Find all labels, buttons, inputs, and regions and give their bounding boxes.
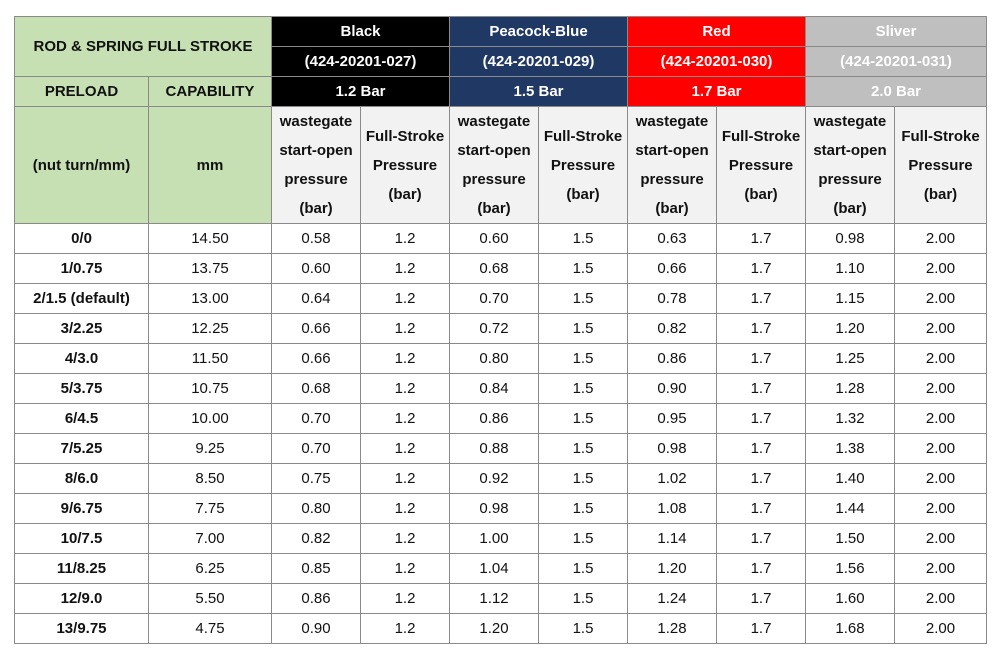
pressure-cell: 1.5 bbox=[539, 404, 628, 434]
pressure-cell: 0.60 bbox=[272, 254, 361, 284]
pressure-cell: 1.15 bbox=[806, 284, 895, 314]
pressure-cell: 1.7 bbox=[717, 344, 806, 374]
table-title: ROD & SPRING FULL STROKE bbox=[15, 17, 272, 77]
pressure-cell: 2.00 bbox=[895, 434, 987, 464]
pressure-cell: 2.00 bbox=[895, 404, 987, 434]
table-row bbox=[15, 584, 987, 614]
preload-cell: 8/6.0 bbox=[15, 464, 149, 494]
table-row bbox=[15, 284, 987, 314]
pressure-cell: 2.00 bbox=[895, 494, 987, 524]
pressure-cell: 1.7 bbox=[717, 464, 806, 494]
pressure-cell: 1.20 bbox=[806, 314, 895, 344]
preload-header: PRELOAD bbox=[15, 77, 149, 107]
pressure-cell: 1.7 bbox=[717, 614, 806, 644]
pressure-cell: 2.00 bbox=[895, 614, 987, 644]
spring-name-sliver: Sliver bbox=[806, 17, 987, 47]
table-row bbox=[15, 554, 987, 584]
pressure-cell: 2.00 bbox=[895, 464, 987, 494]
pressure-cell: 1.7 bbox=[717, 314, 806, 344]
pressure-cell: 0.70 bbox=[272, 434, 361, 464]
pressure-cell: 1.28 bbox=[628, 614, 717, 644]
pressure-cell: 1.5 bbox=[539, 224, 628, 254]
pressure-cell: 0.68 bbox=[272, 374, 361, 404]
pressure-cell: 1.20 bbox=[450, 614, 539, 644]
pressure-cell: 1.00 bbox=[450, 524, 539, 554]
full-stroke-pressure-header-sliver: Full-Stroke Pressure (bar) bbox=[895, 107, 987, 224]
capability-cell: 11.50 bbox=[149, 344, 272, 374]
pressure-cell: 1.5 bbox=[539, 464, 628, 494]
pressure-cell: 0.75 bbox=[272, 464, 361, 494]
pressure-cell: 1.7 bbox=[717, 374, 806, 404]
preload-cell: 2/1.5 (default) bbox=[15, 284, 149, 314]
pressure-cell: 1.7 bbox=[717, 224, 806, 254]
capability-cell: 10.75 bbox=[149, 374, 272, 404]
table-row bbox=[15, 254, 987, 284]
pressure-cell: 1.2 bbox=[361, 434, 450, 464]
pressure-cell: 2.00 bbox=[895, 224, 987, 254]
pressure-cell: 1.2 bbox=[361, 374, 450, 404]
spring-pressure-black: 1.2 Bar bbox=[272, 77, 450, 107]
pressure-cell: 0.98 bbox=[806, 224, 895, 254]
table-row bbox=[15, 434, 987, 464]
preload-cell: 3/2.25 bbox=[15, 314, 149, 344]
table-row bbox=[15, 494, 987, 524]
table-row bbox=[15, 374, 987, 404]
pressure-cell: 1.7 bbox=[717, 404, 806, 434]
pressure-cell: 1.2 bbox=[361, 554, 450, 584]
full-stroke-pressure-header-peacock-blue: Full-Stroke Pressure (bar) bbox=[539, 107, 628, 224]
pressure-cell: 0.82 bbox=[272, 524, 361, 554]
pressure-cell: 2.00 bbox=[895, 524, 987, 554]
pressure-cell: 1.20 bbox=[628, 554, 717, 584]
capability-cell: 13.00 bbox=[149, 284, 272, 314]
start-open-pressure-header-black: wastegate start-open pressure (bar) bbox=[272, 107, 361, 224]
preload-cell: 12/9.0 bbox=[15, 584, 149, 614]
capability-header: CAPABILITY bbox=[149, 77, 272, 107]
pressure-cell: 0.98 bbox=[450, 494, 539, 524]
preload-cell: 4/3.0 bbox=[15, 344, 149, 374]
preload-cell: 5/3.75 bbox=[15, 374, 149, 404]
pressure-cell: 0.90 bbox=[628, 374, 717, 404]
pressure-cell: 0.92 bbox=[450, 464, 539, 494]
pressure-cell: 0.86 bbox=[272, 584, 361, 614]
pressure-cell: 1.5 bbox=[539, 584, 628, 614]
pressure-cell: 1.7 bbox=[717, 494, 806, 524]
pressure-cell: 1.7 bbox=[717, 254, 806, 284]
pressure-cell: 0.66 bbox=[272, 344, 361, 374]
pressure-cell: 1.5 bbox=[539, 254, 628, 284]
pressure-cell: 1.50 bbox=[806, 524, 895, 554]
pressure-cell: 1.25 bbox=[806, 344, 895, 374]
start-open-pressure-header-peacock-blue: wastegate start-open pressure (bar) bbox=[450, 107, 539, 224]
table-row bbox=[15, 404, 987, 434]
pressure-cell: 0.63 bbox=[628, 224, 717, 254]
pressure-cell: 1.10 bbox=[806, 254, 895, 284]
pressure-cell: 1.28 bbox=[806, 374, 895, 404]
pressure-cell: 1.02 bbox=[628, 464, 717, 494]
preload-cell: 9/6.75 bbox=[15, 494, 149, 524]
preload-unit: (nut turn/mm) bbox=[15, 107, 149, 224]
pressure-cell: 1.7 bbox=[717, 524, 806, 554]
pressure-cell: 0.78 bbox=[628, 284, 717, 314]
pressure-cell: 1.5 bbox=[539, 524, 628, 554]
pressure-cell: 0.82 bbox=[628, 314, 717, 344]
pressure-cell: 0.68 bbox=[450, 254, 539, 284]
pressure-cell: 0.98 bbox=[628, 434, 717, 464]
pressure-cell: 0.80 bbox=[272, 494, 361, 524]
table-row bbox=[15, 524, 987, 554]
preload-cell: 0/0 bbox=[15, 224, 149, 254]
pressure-cell: 1.5 bbox=[539, 494, 628, 524]
pressure-cell: 2.00 bbox=[895, 584, 987, 614]
pressure-cell: 1.5 bbox=[539, 314, 628, 344]
pressure-cell: 1.5 bbox=[539, 284, 628, 314]
capability-cell: 8.50 bbox=[149, 464, 272, 494]
spring-preload-table bbox=[14, 16, 987, 644]
capability-cell: 6.25 bbox=[149, 554, 272, 584]
pressure-cell: 2.00 bbox=[895, 554, 987, 584]
spring-part-black: (424-20201-027) bbox=[272, 47, 450, 77]
pressure-cell: 0.72 bbox=[450, 314, 539, 344]
pressure-cell: 1.2 bbox=[361, 224, 450, 254]
capability-cell: 7.75 bbox=[149, 494, 272, 524]
capability-cell: 13.75 bbox=[149, 254, 272, 284]
pressure-cell: 1.08 bbox=[628, 494, 717, 524]
pressure-cell: 2.00 bbox=[895, 314, 987, 344]
pressure-cell: 1.40 bbox=[806, 464, 895, 494]
pressure-cell: 1.7 bbox=[717, 284, 806, 314]
pressure-cell: 1.2 bbox=[361, 284, 450, 314]
start-open-pressure-header-sliver: wastegate start-open pressure (bar) bbox=[806, 107, 895, 224]
spring-part-peacock-blue: (424-20201-029) bbox=[450, 47, 628, 77]
pressure-cell: 0.90 bbox=[272, 614, 361, 644]
capability-cell: 9.25 bbox=[149, 434, 272, 464]
capability-unit: mm bbox=[149, 107, 272, 224]
capability-cell: 10.00 bbox=[149, 404, 272, 434]
pressure-cell: 1.5 bbox=[539, 554, 628, 584]
pressure-cell: 0.86 bbox=[450, 404, 539, 434]
pressure-cell: 0.58 bbox=[272, 224, 361, 254]
pressure-cell: 1.14 bbox=[628, 524, 717, 554]
capability-cell: 14.50 bbox=[149, 224, 272, 254]
spring-name-black: Black bbox=[272, 17, 450, 47]
pressure-cell: 1.5 bbox=[539, 614, 628, 644]
pressure-cell: 2.00 bbox=[895, 344, 987, 374]
spring-name-peacock-blue: Peacock-Blue bbox=[450, 17, 628, 47]
pressure-cell: 0.95 bbox=[628, 404, 717, 434]
pressure-cell: 0.80 bbox=[450, 344, 539, 374]
pressure-cell: 0.84 bbox=[450, 374, 539, 404]
pressure-cell: 1.2 bbox=[361, 344, 450, 374]
preload-cell: 1/0.75 bbox=[15, 254, 149, 284]
table-row bbox=[15, 224, 987, 254]
spring-pressure-sliver: 2.0 Bar bbox=[806, 77, 987, 107]
pressure-cell: 1.12 bbox=[450, 584, 539, 614]
pressure-cell: 1.2 bbox=[361, 584, 450, 614]
pressure-cell: 1.2 bbox=[361, 314, 450, 344]
pressure-cell: 1.24 bbox=[628, 584, 717, 614]
spring-part-sliver: (424-20201-031) bbox=[806, 47, 987, 77]
spring-pressure-peacock-blue: 1.5 Bar bbox=[450, 77, 628, 107]
table-row bbox=[15, 614, 987, 644]
preload-cell: 11/8.25 bbox=[15, 554, 149, 584]
pressure-cell: 1.2 bbox=[361, 254, 450, 284]
pressure-cell: 0.64 bbox=[272, 284, 361, 314]
pressure-cell: 1.7 bbox=[717, 434, 806, 464]
pressure-cell: 1.5 bbox=[539, 344, 628, 374]
pressure-cell: 1.7 bbox=[717, 584, 806, 614]
table-row bbox=[15, 464, 987, 494]
pressure-cell: 1.68 bbox=[806, 614, 895, 644]
pressure-cell: 0.66 bbox=[272, 314, 361, 344]
start-open-pressure-header-red: wastegate start-open pressure (bar) bbox=[628, 107, 717, 224]
preload-cell: 6/4.5 bbox=[15, 404, 149, 434]
pressure-cell: 1.7 bbox=[717, 554, 806, 584]
full-stroke-pressure-header-red: Full-Stroke Pressure (bar) bbox=[717, 107, 806, 224]
pressure-cell: 1.56 bbox=[806, 554, 895, 584]
pressure-cell: 1.44 bbox=[806, 494, 895, 524]
pressure-cell: 1.60 bbox=[806, 584, 895, 614]
capability-cell: 12.25 bbox=[149, 314, 272, 344]
pressure-cell: 0.85 bbox=[272, 554, 361, 584]
pressure-cell: 1.2 bbox=[361, 404, 450, 434]
pressure-cell: 0.60 bbox=[450, 224, 539, 254]
capability-cell: 4.75 bbox=[149, 614, 272, 644]
table-row bbox=[15, 344, 987, 374]
pressure-cell: 0.70 bbox=[272, 404, 361, 434]
pressure-cell: 2.00 bbox=[895, 254, 987, 284]
pressure-cell: 0.88 bbox=[450, 434, 539, 464]
pressure-cell: 0.86 bbox=[628, 344, 717, 374]
spring-pressure-red: 1.7 Bar bbox=[628, 77, 806, 107]
capability-cell: 7.00 bbox=[149, 524, 272, 554]
pressure-cell: 2.00 bbox=[895, 284, 987, 314]
table-row bbox=[15, 314, 987, 344]
pressure-cell: 1.2 bbox=[361, 524, 450, 554]
capability-cell: 5.50 bbox=[149, 584, 272, 614]
full-stroke-pressure-header-black: Full-Stroke Pressure (bar) bbox=[361, 107, 450, 224]
pressure-cell: 0.66 bbox=[628, 254, 717, 284]
preload-cell: 13/9.75 bbox=[15, 614, 149, 644]
spring-name-red: Red bbox=[628, 17, 806, 47]
preload-cell: 10/7.5 bbox=[15, 524, 149, 554]
pressure-cell: 0.70 bbox=[450, 284, 539, 314]
preload-cell: 7/5.25 bbox=[15, 434, 149, 464]
pressure-cell: 1.2 bbox=[361, 614, 450, 644]
pressure-cell: 2.00 bbox=[895, 374, 987, 404]
pressure-cell: 1.38 bbox=[806, 434, 895, 464]
pressure-cell: 1.32 bbox=[806, 404, 895, 434]
pressure-cell: 1.2 bbox=[361, 464, 450, 494]
pressure-cell: 1.04 bbox=[450, 554, 539, 584]
pressure-cell: 1.5 bbox=[539, 374, 628, 404]
pressure-cell: 1.5 bbox=[539, 434, 628, 464]
spring-part-red: (424-20201-030) bbox=[628, 47, 806, 77]
pressure-cell: 1.2 bbox=[361, 494, 450, 524]
